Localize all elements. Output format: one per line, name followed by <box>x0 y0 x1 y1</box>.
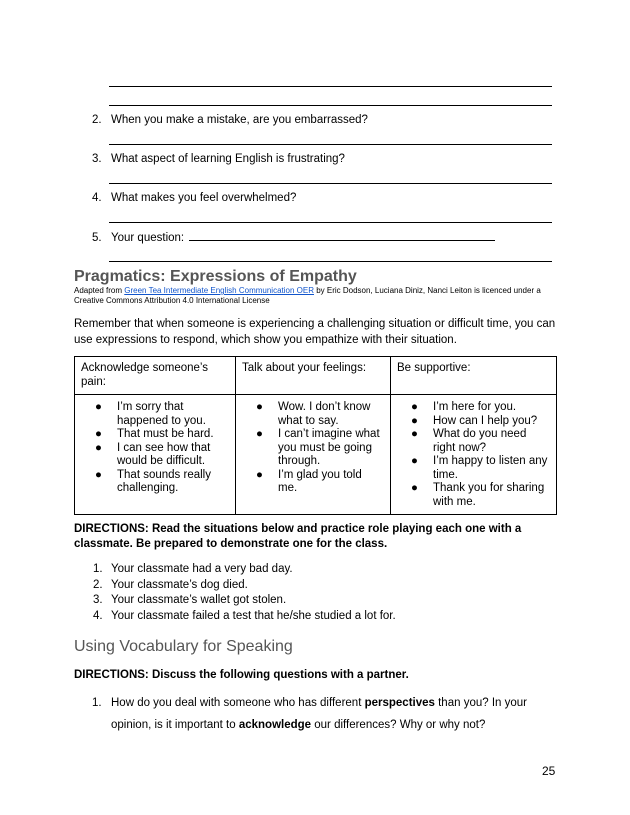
list-item: ● I’m here for you. <box>411 401 517 413</box>
list-item: ● Thank you for sharing with me. <box>411 482 545 508</box>
vocab-question-1 <box>92 692 537 736</box>
list-item: ● That sounds really challenging. <box>95 468 211 494</box>
header-acknowledge: Acknowledge someone’s pain: <box>75 357 236 395</box>
list-item: ● I’m happy to listen any time. <box>411 455 548 481</box>
pragmatics-intro: Remember that when someone is experiencing a challenging situation or difficult time, you can use expressions to respond, which show you empathize with their situation. <box>74 318 556 346</box>
answer-line <box>109 105 552 106</box>
question-text: How do you deal with someone who has different perspectives than you? In your opinion, is it important to acknowledge our differences? Why or why not? <box>111 697 527 731</box>
answer-line <box>109 222 552 223</box>
question-blank[interactable] <box>189 230 495 241</box>
question-5 <box>92 230 495 245</box>
question-number: 5. <box>92 232 102 244</box>
cell-supportive <box>391 395 557 515</box>
list-item: 4. Your classmate failed a test that he/she studied a lot for. <box>93 609 396 622</box>
list-item: 1. Your classmate had a very bad day. <box>93 563 293 575</box>
list-item: ● What do you need right now? <box>411 428 527 454</box>
question-number: 3. <box>92 153 102 165</box>
question-2 <box>92 113 368 127</box>
attribution-prefix: Adapted from <box>74 286 125 295</box>
header-feelings: Talk about your feelings: <box>236 357 391 395</box>
attribution-link[interactable]: Green Tea Intermediate English Communication OER <box>124 286 314 295</box>
page-number: 25 <box>542 764 556 778</box>
list-item: ● Wow. I don’t know what to say. <box>256 401 371 427</box>
question-text: What makes you feel overwhelmed? <box>111 192 297 204</box>
attribution-suffix: by Eric Dodson, Luciana Diniz, Nanci Leiton is licenced under a Creative Commons Attribution 4.0 International License <box>74 286 541 305</box>
cell-acknowledge <box>75 395 236 515</box>
question-number: 2. <box>92 114 102 126</box>
question-text: When you make a mistake, are you embarrassed? <box>111 114 368 126</box>
empathy-table <box>74 356 557 515</box>
question-text: Your question: <box>111 232 188 244</box>
answer-line <box>109 144 552 145</box>
list-item: ● I can’t imagine what you must be going through. <box>256 428 380 467</box>
vocab-directions: DIRECTIONS: Discuss the following questions with a partner. <box>74 669 409 681</box>
pragmatics-heading: Pragmatics: Expressions of Empathy <box>74 268 357 285</box>
answer-line <box>109 261 552 262</box>
roleplay-list <box>74 562 560 624</box>
list-item: ● I can see how that would be difficult. <box>95 441 211 467</box>
vocab-heading: Using Vocabulary for Speaking <box>74 638 293 655</box>
question-number: 1. <box>92 697 102 709</box>
cell-feelings <box>236 395 391 515</box>
list-item: ● I’m glad you told me. <box>256 468 362 494</box>
header-supportive: Be supportive: <box>391 357 557 395</box>
list-item: 3. Your classmate’s wallet got stolen. <box>93 594 287 606</box>
question-number: 4. <box>92 192 102 204</box>
roleplay-directions: DIRECTIONS: Read the situations below and practice role playing each one with a classmate. Be prepared to demonstrate one for the class. <box>74 523 522 550</box>
list-item: ● I’m sorry that happened to you. <box>95 401 206 427</box>
question-text: What aspect of learning English is frustrating? <box>111 153 345 165</box>
list-item: ● How can I help you? <box>411 414 538 427</box>
question-3 <box>92 152 345 166</box>
list-item: ● That must be hard. <box>95 428 214 440</box>
answer-line <box>109 183 552 184</box>
question-4 <box>92 191 296 205</box>
list-item: 2. Your classmate’s dog died. <box>93 578 248 591</box>
answer-line <box>109 86 552 87</box>
attribution <box>74 286 560 306</box>
